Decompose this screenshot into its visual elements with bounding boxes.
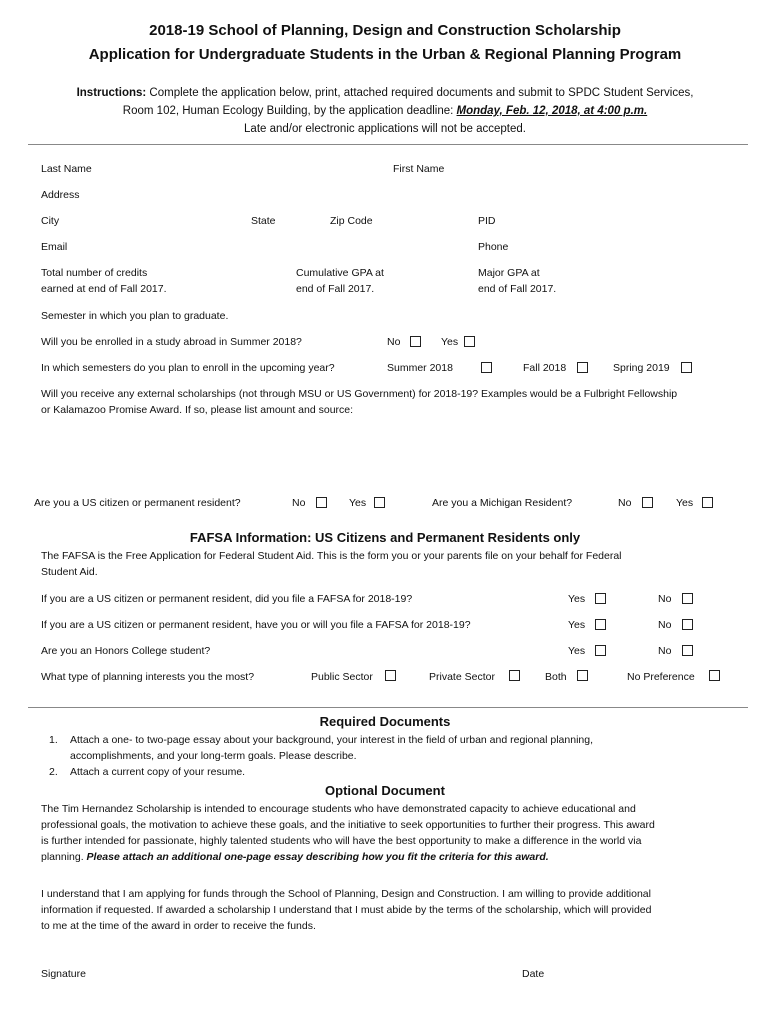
signature-label: Signature bbox=[41, 968, 86, 980]
required-item-2-number: 2. bbox=[49, 766, 58, 778]
instructions-text-2: Room 102, Human Ecology Building, by the application deadline: bbox=[122, 105, 457, 117]
both-label: Both bbox=[545, 671, 567, 683]
michigan-no-label: No bbox=[618, 497, 632, 509]
fafsa-will-file-yes-checkbox[interactable] bbox=[595, 619, 606, 630]
fafsa-filed-yes-checkbox[interactable] bbox=[595, 593, 606, 604]
us-citizen-no-checkbox[interactable] bbox=[316, 497, 327, 508]
public-sector-checkbox[interactable] bbox=[385, 670, 396, 681]
study-abroad-question: Will you be enrolled in a study abroad in Summer 2018? bbox=[41, 336, 302, 348]
fafsa-will-file-no-label: No bbox=[658, 619, 672, 631]
optional-paragraph-line-3: is further intended for passionate, highly talented students who will have the best opportunity to make a difference in the world via bbox=[41, 835, 642, 847]
required-item-2: Attach a current copy of your resume. bbox=[70, 766, 246, 778]
instructions-line-1 bbox=[0, 87, 770, 99]
fafsa-desc-1: The FAFSA is the Free Application for Federal Student Aid. This is the form you or your parents file on your behalf for Federal bbox=[41, 550, 622, 562]
enroll-semesters-question: In which semesters do you plan to enroll in the upcoming year? bbox=[41, 362, 335, 374]
title-line-1: 2018-19 School of Planning, Design and Construction Scholarship bbox=[149, 22, 621, 39]
divider-middle bbox=[28, 707, 748, 708]
us-citizen-no-label: No bbox=[292, 497, 306, 509]
michigan-no-checkbox[interactable] bbox=[642, 497, 653, 508]
pid-label: PID bbox=[478, 215, 496, 227]
study-abroad-yes-checkbox[interactable] bbox=[464, 336, 475, 347]
title-line-2: Application for Undergraduate Students in the Urban & Regional Planning Program bbox=[88, 46, 682, 63]
michigan-yes-label: Yes bbox=[676, 497, 694, 509]
fall-2018-label: Fall 2018 bbox=[523, 362, 567, 374]
fafsa-will-file-question: If you are a US citizen or permanent resident, have you or will you file a FAFSA for 2018-19? bbox=[41, 619, 471, 631]
instructions-text-1: Complete the application below, print, attached required documents and submit to SPDC Student Services, bbox=[146, 87, 694, 99]
required-item-1-number: 1. bbox=[49, 734, 58, 746]
honors-no-checkbox[interactable] bbox=[682, 645, 693, 656]
fafsa-heading: FAFSA Information: US Citizens and Permanent Residents only bbox=[189, 530, 581, 545]
study-abroad-yes-label: Yes bbox=[441, 336, 459, 348]
late-note: Late and/or electronic applications will not be accepted. bbox=[244, 123, 526, 135]
city-label: City bbox=[41, 215, 60, 227]
fall-2018-checkbox[interactable] bbox=[577, 362, 588, 373]
zip-label: Zip Code bbox=[330, 215, 373, 227]
us-citizen-yes-checkbox[interactable] bbox=[374, 497, 385, 508]
external-scholarship-line-2: or Kalamazoo Promise Award. If so, please list amount and source: bbox=[41, 404, 354, 416]
fafsa-filed-no-label: No bbox=[658, 593, 672, 605]
michigan-question: Are you a Michigan Resident? bbox=[432, 497, 573, 509]
last-name-label: Last Name bbox=[41, 163, 92, 175]
external-scholarship-line-1: Will you receive any external scholarships (not through MSU or US Government) for 2018-19? Examples would be a Fulbright Fellowship bbox=[41, 388, 678, 400]
agreement-line-2: information if requested. If awarded a scholarship I understand that I must abide by the terms of the scholarship, which will provided bbox=[41, 904, 652, 916]
agreement-line-1: I understand that I am applying for funds through the School of Planning, Design and Construction. I am willing to provide additional bbox=[41, 888, 651, 900]
summer-2018-label: Summer 2018 bbox=[387, 362, 453, 374]
us-citizen-yes-label: Yes bbox=[349, 497, 367, 509]
honors-yes-label: Yes bbox=[568, 645, 586, 657]
agreement-line-3: to me at the time of the award in order to receive the funds. bbox=[41, 920, 316, 932]
public-sector-label: Public Sector bbox=[311, 671, 373, 683]
major-gpa-label-1: Major GPA at bbox=[478, 267, 540, 279]
cum-gpa-label-1: Cumulative GPA at bbox=[296, 267, 384, 279]
required-docs-heading: Required Documents bbox=[319, 714, 451, 729]
graduate-semester-label: Semester in which you plan to graduate. bbox=[41, 310, 229, 322]
summer-2018-checkbox[interactable] bbox=[481, 362, 492, 373]
address-label: Address bbox=[41, 189, 80, 201]
private-sector-label: Private Sector bbox=[429, 671, 495, 683]
spring-2019-checkbox[interactable] bbox=[681, 362, 692, 373]
required-item-1-line-1: Attach a one- to two-page essay about your background, your interest in the field of urban and regional planning, bbox=[70, 734, 594, 746]
phone-label: Phone bbox=[478, 241, 509, 253]
credits-label-1: Total number of credits bbox=[41, 267, 148, 279]
fafsa-will-file-no-checkbox[interactable] bbox=[682, 619, 693, 630]
study-abroad-no-checkbox[interactable] bbox=[410, 336, 421, 347]
deadline: Monday, Feb. 12, 2018, at 4:00 p.m. bbox=[456, 105, 648, 117]
spring-2019-label: Spring 2019 bbox=[613, 362, 670, 374]
planning-interest-question: What type of planning interests you the most? bbox=[41, 671, 255, 683]
us-citizen-question: Are you a US citizen or permanent resident? bbox=[34, 497, 241, 509]
instructions-label: Instructions: bbox=[76, 87, 147, 99]
optional-doc-heading: Optional Document bbox=[325, 783, 445, 798]
study-abroad-no-label: No bbox=[387, 336, 401, 348]
divider-top bbox=[28, 144, 748, 145]
state-label: State bbox=[251, 215, 276, 227]
optional-essay-instruction: Please attach an additional one-page essay describing how you fit the criteria for this award. bbox=[86, 851, 549, 863]
private-sector-checkbox[interactable] bbox=[509, 670, 520, 681]
date-label: Date bbox=[522, 968, 545, 980]
email-label: Email bbox=[41, 241, 68, 253]
optional-paragraph-line-4 bbox=[41, 851, 549, 863]
fafsa-filed-question: If you are a US citizen or permanent resident, did you file a FAFSA for 2018-19? bbox=[41, 593, 413, 605]
first-name-label: First Name bbox=[393, 163, 445, 175]
honors-question: Are you an Honors College student? bbox=[41, 645, 211, 657]
fafsa-filed-no-checkbox[interactable] bbox=[682, 593, 693, 604]
both-checkbox[interactable] bbox=[577, 670, 588, 681]
required-item-1-line-2: accomplishments, and your long-term goals. Please describe. bbox=[70, 750, 357, 762]
no-preference-label: No Preference bbox=[627, 671, 695, 683]
credits-label-2: earned at end of Fall 2017. bbox=[41, 283, 167, 295]
cum-gpa-label-2: end of Fall 2017. bbox=[296, 283, 375, 295]
fafsa-filed-yes-label: Yes bbox=[568, 593, 586, 605]
michigan-yes-checkbox[interactable] bbox=[702, 497, 713, 508]
major-gpa-label-2: end of Fall 2017. bbox=[478, 283, 557, 295]
optional-paragraph-line-2: professional goals, the motivation to achieve these goals, and the initiative to seek opportunities to further their progress. This award bbox=[41, 819, 655, 831]
honors-no-label: No bbox=[658, 645, 672, 657]
fafsa-will-file-yes-label: Yes bbox=[568, 619, 586, 631]
instructions-line-2 bbox=[0, 105, 770, 117]
optional-paragraph-line-1: The Tim Hernandez Scholarship is intended to encourage students who have demonstrated capacity to achieve educational and bbox=[41, 803, 636, 815]
optional-paragraph-line-4-start: planning. bbox=[41, 851, 87, 863]
no-preference-checkbox[interactable] bbox=[709, 670, 720, 681]
honors-yes-checkbox[interactable] bbox=[595, 645, 606, 656]
fafsa-desc-2: Student Aid. bbox=[41, 566, 98, 578]
